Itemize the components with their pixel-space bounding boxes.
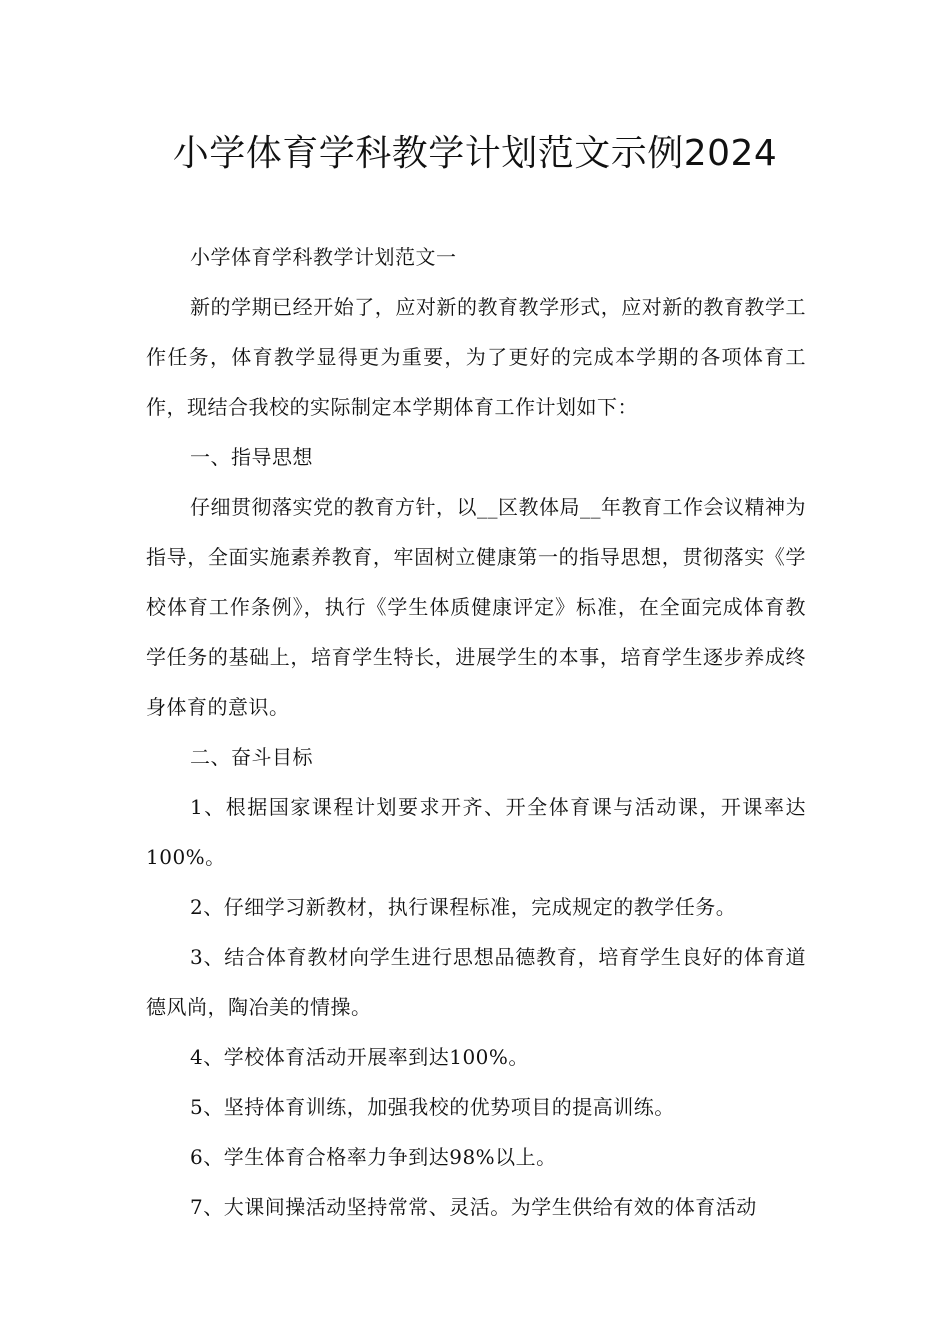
goal-item-3: 3、结合体育教材向学生进行思想品德教育，培育学生良好的体育道德风尚，陶冶美的情操。: [146, 945, 806, 1019]
document-body: [146, 232, 806, 1232]
section-heading-guiding-thought: 一、指导思想: [190, 445, 313, 469]
goal-item-4: 4、学校体育活动开展率到达100%。: [190, 1045, 529, 1069]
goal-item-2: 2、仔细学习新教材，执行课程标准，完成规定的教学任务。: [190, 895, 737, 919]
goal-item-5: 5、坚持体育训练，加强我校的优势项目的提高训练。: [190, 1095, 675, 1119]
goal-item-7: 7、大课间操活动坚持常常、灵活。为学生供给有效的体育活动: [190, 1195, 757, 1219]
guiding-thought-paragraph: 仔细贯彻落实党的教育方针，以__区教体局__年教育工作会议精神为指导，全面实施素养教育，牢固树立健康第一的指导思想，贯彻落实《学校体育工作条例》，执行《学生体质健康评定》标准，在全面完成体育教学任务的基础上，培育学生特长，进展学生的本事，培育学生逐步养成终身体育的意识。: [146, 495, 806, 719]
document-title: 小学体育学科教学计划范文示例2024: [172, 133, 778, 174]
goal-item-1: 1、根据国家课程计划要求开齐、开全体育课与活动课，开课率达100%。: [146, 795, 806, 869]
section-heading-sample-one: 小学体育学科教学计划范文一: [190, 245, 457, 269]
intro-paragraph: 新的学期已经开始了，应对新的教育教学形式，应对新的教育教学工作任务，体育教学显得更为重要，为了更好的完成本学期的各项体育工作，现结合我校的实际制定本学期体育工作计划如下：: [146, 295, 806, 419]
section-heading-goals: 二、奋斗目标: [190, 745, 313, 769]
goal-item-6: 6、学生体育合格率力争到达98%以上。: [190, 1145, 557, 1169]
